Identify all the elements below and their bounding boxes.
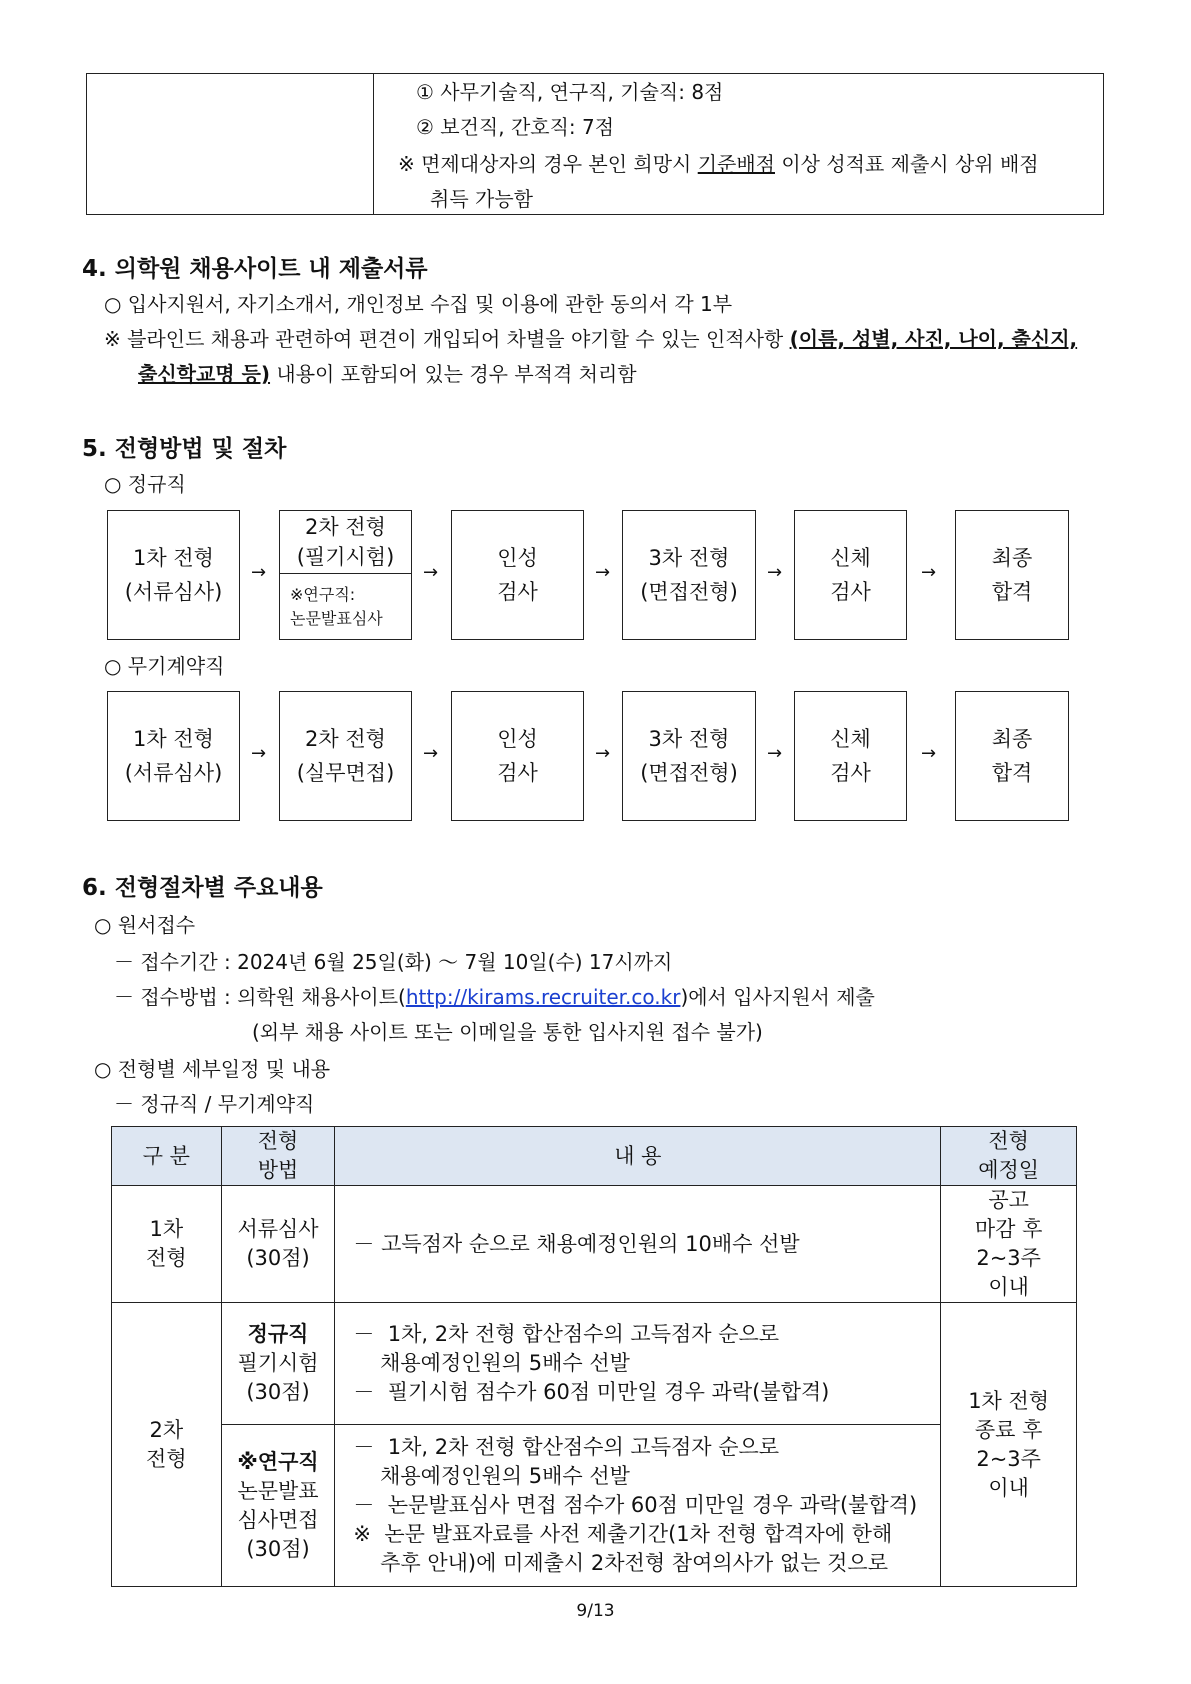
step-text: (실무면접) — [296, 761, 395, 785]
score-line-2: ② 보건직, 간호직: 7점 — [416, 115, 615, 139]
header-content: 내 용 — [335, 1127, 941, 1186]
step-text: (필기시험) — [296, 545, 395, 569]
step-text: 신체 — [830, 546, 871, 570]
step-text: 합격 — [991, 580, 1033, 604]
flow-step-1 — [107, 510, 240, 640]
job-type-label: － 정규직 / 무기계약직 — [114, 1092, 315, 1116]
content-cell: － 1차, 2차 전형 합산점수의 고득점자 순으로 채용예정인원의 5배수 선발 － 논문발표심사 면접 점수가 60점 미만일 경우 과락(불합격) ※ 논문 발표자료를 사전 제출기간(1차 전형 합격자에 한해 추후 안내)에 미제출시 2차전형 참여의사가 없는 것으로 — [335, 1425, 941, 1587]
step-text: 최종 — [991, 727, 1033, 751]
step-text: 1차 전형 — [133, 727, 214, 751]
arrow-icon: → — [251, 743, 267, 764]
flow-step-3 — [451, 510, 584, 640]
flow-step-2 — [279, 510, 412, 640]
section-5-heading: 5. 전형방법 및 절차 — [82, 436, 287, 462]
step-text: (서류심사) — [124, 761, 223, 785]
step-text: 신체 — [830, 727, 871, 751]
page-number: 9/13 — [576, 1601, 615, 1621]
step-text: 합격 — [991, 761, 1033, 785]
contract-step-4 — [622, 691, 756, 821]
step-text: 3차 전형 — [648, 727, 730, 751]
step-text: (면접전형) — [640, 761, 738, 785]
arrow-icon: → — [423, 743, 439, 764]
step-text: (서류심사) — [124, 580, 223, 604]
header-date: 전형 예정일 — [941, 1127, 1077, 1186]
contract-step-1 — [107, 691, 240, 821]
arrow-icon: → — [595, 743, 611, 764]
step-text: 2차 전형 — [305, 515, 386, 539]
step-text: 검사 — [497, 761, 538, 785]
header-method: 전형 방법 — [221, 1127, 335, 1186]
arrow-icon: → — [921, 743, 937, 764]
schedule-label: ○ 전형별 세부일정 및 내용 — [94, 1057, 331, 1081]
step-note: ※연구직: — [290, 585, 356, 604]
contract-step-6 — [955, 691, 1069, 821]
flow-step-6 — [955, 510, 1069, 640]
method-cell: ※연구직 논문발표 심사면접 (30점) — [221, 1425, 335, 1587]
step-text: 검사 — [497, 580, 538, 604]
arrow-icon: → — [767, 743, 783, 764]
step-text: 인성 — [497, 727, 538, 751]
contract-step-5 — [794, 691, 907, 821]
date-cell: 1차 전형 종료 후 2~3주 이내 — [941, 1303, 1077, 1587]
table-row — [112, 1186, 1077, 1303]
step-text: 검사 — [830, 580, 871, 604]
arrow-icon: → — [251, 562, 267, 583]
schedule-table — [111, 1126, 1077, 1587]
arrow-icon: → — [423, 562, 439, 583]
stage-cell: 1차 전형 — [112, 1186, 222, 1303]
receipt-label: ○ 원서접수 — [94, 913, 196, 937]
receipt-period: － 접수기간 : 2024년 6월 25일(화) ～ 7월 10일(수) 17시까지 — [114, 950, 673, 974]
flow-step-4 — [622, 510, 756, 640]
date-cell: 공고 마감 후 2~3주 이내 — [941, 1186, 1077, 1303]
step-2-research-note — [290, 575, 411, 639]
section-4-item: ○ 입사지원서, 자기소개서, 개인정보 수집 및 이용에 관한 동의서 각 1부 — [104, 292, 733, 316]
recruit-site-link[interactable]: http://kirams.recruiter.co.kr — [405, 985, 681, 1009]
step-text: 3차 전형 — [648, 546, 730, 570]
step-text: 최종 — [991, 546, 1033, 570]
header-gubun: 구 분 — [112, 1127, 222, 1186]
blind-recruitment-note-cont: 출신학교명 등) 내용이 포함되어 있는 경우 부적격 처리함 — [138, 362, 637, 386]
table-divider — [373, 74, 374, 214]
blind-recruitment-note: ※ 블라인드 채용과 관련하여 편견이 개입되어 차별을 야기할 수 있는 인적사항 (이름, 성별, 사진, 나이, 출신지, — [104, 327, 1078, 351]
exemption-note-cont: 취득 가능함 — [430, 187, 533, 211]
step-2-main — [280, 511, 411, 574]
flow-step-5 — [794, 510, 907, 640]
step-text: (면접전형) — [640, 580, 738, 604]
step-text: 2차 전형 — [305, 727, 386, 751]
content-cell: － 1차, 2차 전형 합산점수의 고득점자 순으로 채용예정인원의 5배수 선발 － 필기시험 점수가 60점 미만일 경우 과락(불합격) — [335, 1303, 941, 1425]
arrow-icon: → — [595, 562, 611, 583]
section-4-heading: 4. 의학원 채용사이트 내 제출서류 — [82, 256, 428, 282]
score-line-1: ① 사무기술직, 연구직, 기술직: 8점 — [416, 80, 724, 104]
step-text: 인성 — [497, 546, 538, 570]
table-row — [112, 1425, 1077, 1587]
table-row — [112, 1303, 1077, 1425]
receipt-method: － 접수방법 : 의학원 채용사이트(http://kirams.recruiter.co.kr)에서 입사지원서 제출 — [114, 985, 875, 1009]
method-cell: 서류심사 (30점) — [221, 1186, 335, 1303]
receipt-method-note: (외부 채용 사이트 또는 이메일을 통한 입사지원 접수 불가) — [252, 1020, 763, 1044]
table-header-row — [112, 1127, 1077, 1186]
step-text: 1차 전형 — [133, 546, 214, 570]
arrow-icon: → — [767, 562, 783, 583]
contract-step-2 — [279, 691, 412, 821]
exemption-note: ※ 면제대상자의 경우 본인 희망시 기준배점 이상 성적표 제출시 상위 배점 — [398, 152, 1039, 176]
stage-cell: 2차 전형 — [112, 1303, 222, 1587]
section-6-heading: 6. 전형절차별 주요내용 — [82, 875, 323, 901]
contract-label: ○ 무기계약직 — [104, 654, 225, 678]
content-cell: － 고득점자 순으로 채용예정인원의 10배수 선발 — [335, 1186, 941, 1303]
contract-step-3 — [451, 691, 584, 821]
method-cell: 정규직 필기시험 (30점) — [221, 1303, 335, 1425]
regular-label: ○ 정규직 — [104, 472, 186, 496]
arrow-icon: → — [921, 562, 937, 583]
step-note: 논문발표심사 — [290, 609, 383, 628]
step-text: 검사 — [830, 761, 871, 785]
